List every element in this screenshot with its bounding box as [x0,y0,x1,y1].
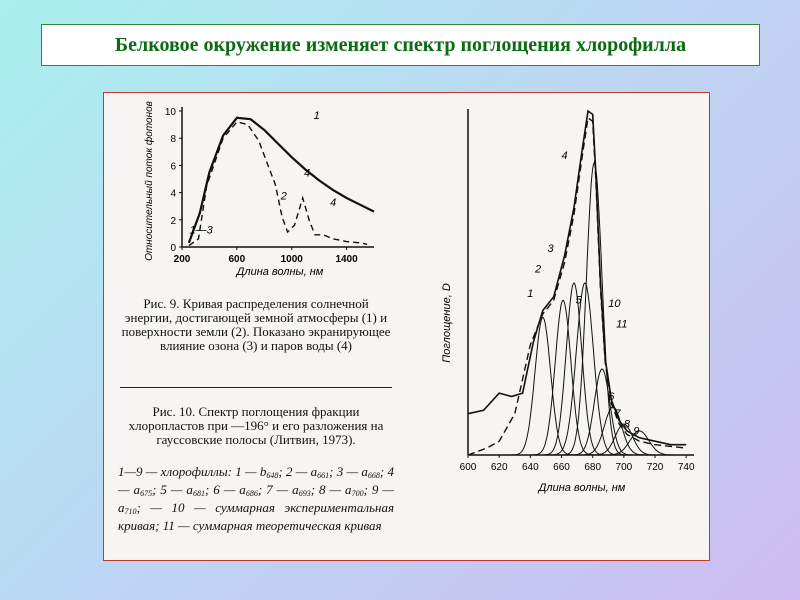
chart1-series-1 [189,118,374,243]
chart1-curve-label: 4 [304,167,311,180]
caption-divider [120,387,392,388]
chart2-band-3 [543,283,605,455]
chart1-curve-label: 1 [313,110,320,123]
chart2-curve-label: 3 [547,243,554,256]
solar-spectrum-chart [143,101,374,278]
legend-item-3: 3 — $a_{668}$ [336,464,380,480]
chart1-ytick: 8 [170,134,176,146]
legend-item-7: 7 — $a_{693}$ [266,482,311,498]
chart2-curve-label: 8 [623,418,630,431]
legend-item-6: 6 — $a_{686}$ [213,482,258,498]
chart2-curve-label: 11 [616,318,628,331]
chart2-curve-label: 9 [633,425,640,438]
chart2-xtick: 620 [490,462,508,473]
legend-item-2: 2 — $a_{661}$ [286,464,330,480]
chart2-curve-label: 2 [535,263,542,276]
chart1-ytick: 4 [170,188,176,200]
chart2-xtick: 660 [553,462,570,473]
figure10-legend: 1—9 — хлорофиллы: 1 — $b_{648}$; 2 — $a_{661}$; 3 — $a_{668}$; 4 — $a_{675}$; 5 — $a_{681}$; 6 — $a_{686}$; 7 — $a_{693}$; 8 — $a_{700}$; 9 — $a_{710}$; — 10 — суммарная экспериментальная кривая; 11 — суммарная теоретическая кривая [118,464,394,533]
figure10-caption: Рис. 10. Спектр поглощения фракции хлоропластов при —196° и его разложения на гауссовские полосы (Литвин, 1973). [128,404,384,447]
legend-item-8: 8 — $a_{700}$ [319,482,364,498]
legend-items: 1—9 — хлорофиллы: 1 — $b_{648}$; 2 — $a_{661}$; 3 — $a_{668}$; 4 — $a_{675}$; 5 — $a_{681}$; 6 — $a_{686}$; 7 — $a_{693}$; 8 — $a_{700}$; 9 — $a_{710}$; [118,464,394,516]
chart1-series-2 [189,122,367,246]
chart1-xlabel: Длина волны, нм [236,266,324,278]
chart1-curve-label: 4 [330,197,337,210]
chart1-ylabel: Относительный поток фотонов [144,101,155,261]
chart1-ytick: 0 [170,243,176,254]
legend-item-5: 5 — $a_{681}$ [160,482,205,498]
chart2-curve-label: 7 [614,408,621,421]
chart2-curve-label: 10 [608,298,621,311]
chart2-curve-label: 1 [527,287,534,300]
chart1-xtick: 1400 [335,254,358,265]
chart2-series-10 [468,111,686,445]
legend-tail: 10 — суммарная экспериментальная кривая; 11 — суммарная теоретическая кривая [118,500,394,533]
chart1-curve-label: 2 [280,190,287,203]
chart1-ytick: 10 [164,107,176,118]
chart2-series-11 [468,118,686,455]
chart1-curve-label: 1—3 [189,224,213,237]
chart2-curve-label: 4 [561,150,568,163]
chart1-xtick: 600 [228,254,246,265]
chart1-ytick: 2 [170,215,176,227]
chart2-xtick: 680 [584,462,602,473]
chart2-xtick: 720 [646,462,664,473]
absorption-spectrum-chart [441,109,695,494]
chart2-curve-label: 5 [575,294,582,307]
slide-title: Белковое окружение изменяет спектр поглощения хлорофилла [114,33,687,56]
chart1-xtick: 1000 [280,254,303,265]
legend-item-4: 4 — $a_{675}$ [118,464,394,498]
legend-item-1: 1 — $b_{648}$ [235,464,279,480]
figure9-caption: Рис. 9. Кривая распределения солнечной энергии, достигающей земной атмосферы (1) и поверхности земли (2). Показано экранирующее влияние озона (3) и паров воды (4) [121,296,391,353]
chart1-ytick: 6 [170,161,176,173]
slide-title-box [41,24,760,66]
chart2-xtick: 600 [459,462,477,473]
chart2-xtick: 640 [522,462,539,473]
chart2-xtick: 740 [677,462,695,473]
legend-item-9: 9 — $a_{710}$ [118,482,394,516]
chart2-ylabel: Поглощение, D [441,283,453,363]
chart2-curve-label: 6 [608,390,615,403]
chart1-xtick: 200 [173,254,191,265]
chart2-xlabel: Длина волны, нм [538,482,626,494]
scanned-figure [103,92,710,561]
chart2-xtick: 700 [615,462,633,473]
